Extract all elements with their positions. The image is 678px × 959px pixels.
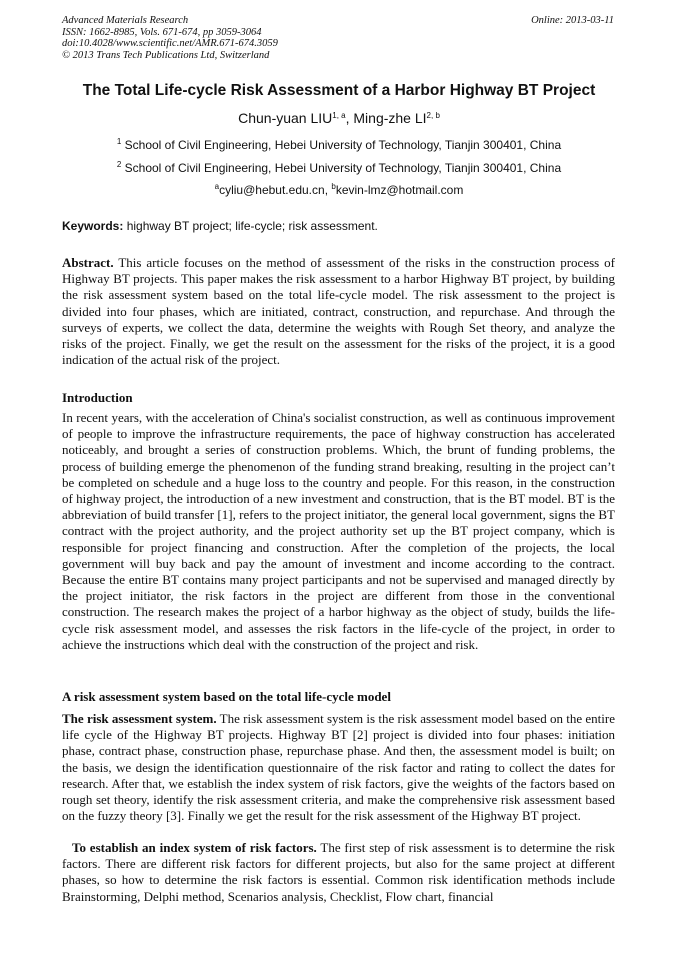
affiliation-2 [0,161,678,175]
keywords-text: highway BT project; life-cycle; risk assessment. [123,219,378,233]
email-line [0,183,678,197]
affiliation-2-text: School of Civil Engineering, Hebei University of Technology, Tianjin 300401, China [121,161,562,175]
section-2-heading: A risk assessment system based on the total life-cycle model [62,689,391,704]
keywords [62,219,378,233]
issn-line: ISSN: 1662-8985, Vols. 671-674, pp 3059-3064 [62,26,262,38]
copyright-line: © 2013 Trans Tech Publications Ltd, Switzerland [62,49,270,61]
email-b: kevin-lmz@hotmail.com [335,183,464,197]
keywords-label: Keywords: [62,219,124,233]
author-2: Ming-zhe LI [353,110,427,126]
journal-name: Advanced Materials Research [62,15,189,26]
author-1-superscript: 1, a [332,111,346,120]
doi-line: doi:10.4028/www.scientific.net/AMR.671-674.3059 [62,38,278,49]
index-system-paragraph [62,840,615,905]
online-date: Online: 2013-03-11 [531,15,614,26]
email-separator: , [324,183,332,197]
abstract [62,255,615,368]
paper-title: The Total Life-cycle Risk Assessment of a Harbor Highway BT Project [82,82,596,99]
email-b-mark: b [331,182,336,191]
author-1: Chun-yuan LIU [238,110,333,126]
abstract-label: Abstract. [62,255,114,270]
affiliation-2-number: 2 [116,160,122,169]
author-separator: , [345,110,354,126]
ras-text: The risk assessment system is the risk assessment model based on the entire life cycle of the Highway BT projects. Highway BT [2] project is divided into four phases: initiation phase, contract phase, construction phase, repurchase phase. And then, the assessment model is built; on the basis, we design the identification questionnaire of the risk factor and rating to collect the dates for research. After that, we establish the index system of risk factors, give the weights of the factors based on rough set theory, identify the risk assessment criteria, and make the comprehensive risk assessment based on the fuzzy theory [3]. Finally we get the result for the risk assessment of the Highway BT project. [62,711,615,824]
introduction-heading: Introduction [62,390,133,405]
affiliation-1 [0,138,678,152]
introduction-body: In recent years, with the acceleration of China's socialist construction, as well as continuous improvement of people to improve the infrastructure requirements, the pace of highway construction has accelerated noticeably, and brought a series of construction problems. Which, the brunt of funding problems, the process of building emerge the phenomenon of the funding strand breaking, resulting in the project can’t be completed on schedule and a huge loss to the country and people. For this reason, in the construction of highway project, the introduction of a new investment and construction, that is the BT model. BT is the abbreviation of build transfer [1], refers to the project initiator, the general local government, signs the BT contract with the project authority, and the project authority set up the BT project company, which is responsible for project financing and construction. After the completion of the projects, the local government will buy back and pay the amount of investment and income according to the contract. Because the entire BT contains many project participants and not be supervised and managed directly by the project initiator, the risk factors in the project are different from those in the conventional construction. The research makes the project of a harbor highway as the object of study, builds the life-cycle risk assessment model, and assesses the risk factors in the life-cycle of the project, in order to achieve the instructions which deal with the construction of the project and risk. [62,410,615,652]
abstract-text: This article focuses on the method of assessment of the risks in the construction process of Highway BT projects. This paper makes the risk assessment to a harbor Highway BT project, by building the risk assessment system based on the total life-cycle model. The risk assessment to the project is divided into four phases, which are initiated, contract, construction, and repurchase. And through the surveys of experts, we collect the data, determine the weights with Rough Set theory, and analyze the risks of the project. Finally, we get the result on the assessment for the risks of the project, it is a good indication of the actual risk of the project. [62,255,615,368]
affiliation-1-number: 1 [116,137,122,146]
risk-assessment-system-paragraph [62,711,615,824]
idx-label: To establish an index system of risk factors. [72,840,317,855]
email-a-mark: a [214,182,220,191]
email-a: cyliu@hebut.edu.cn [219,183,325,197]
author-list [0,110,678,126]
idx-text: The first step of risk assessment is to determine the risk factors. There are different risk factors for different projects, but also for the same project at different phases, so how to determine the risk factors is essential. Common risk identification methods include Brainstorming, Delphi method, Scenarios analysis, Checklist, Flow chart, financial [62,840,615,904]
ras-label: The risk assessment system. [62,711,217,726]
running-header [62,15,278,61]
author-2-superscript: 2, b [426,111,440,120]
affiliation-1-text: School of Civil Engineering, Hebei University of Technology, Tianjin 300401, China [121,138,562,152]
